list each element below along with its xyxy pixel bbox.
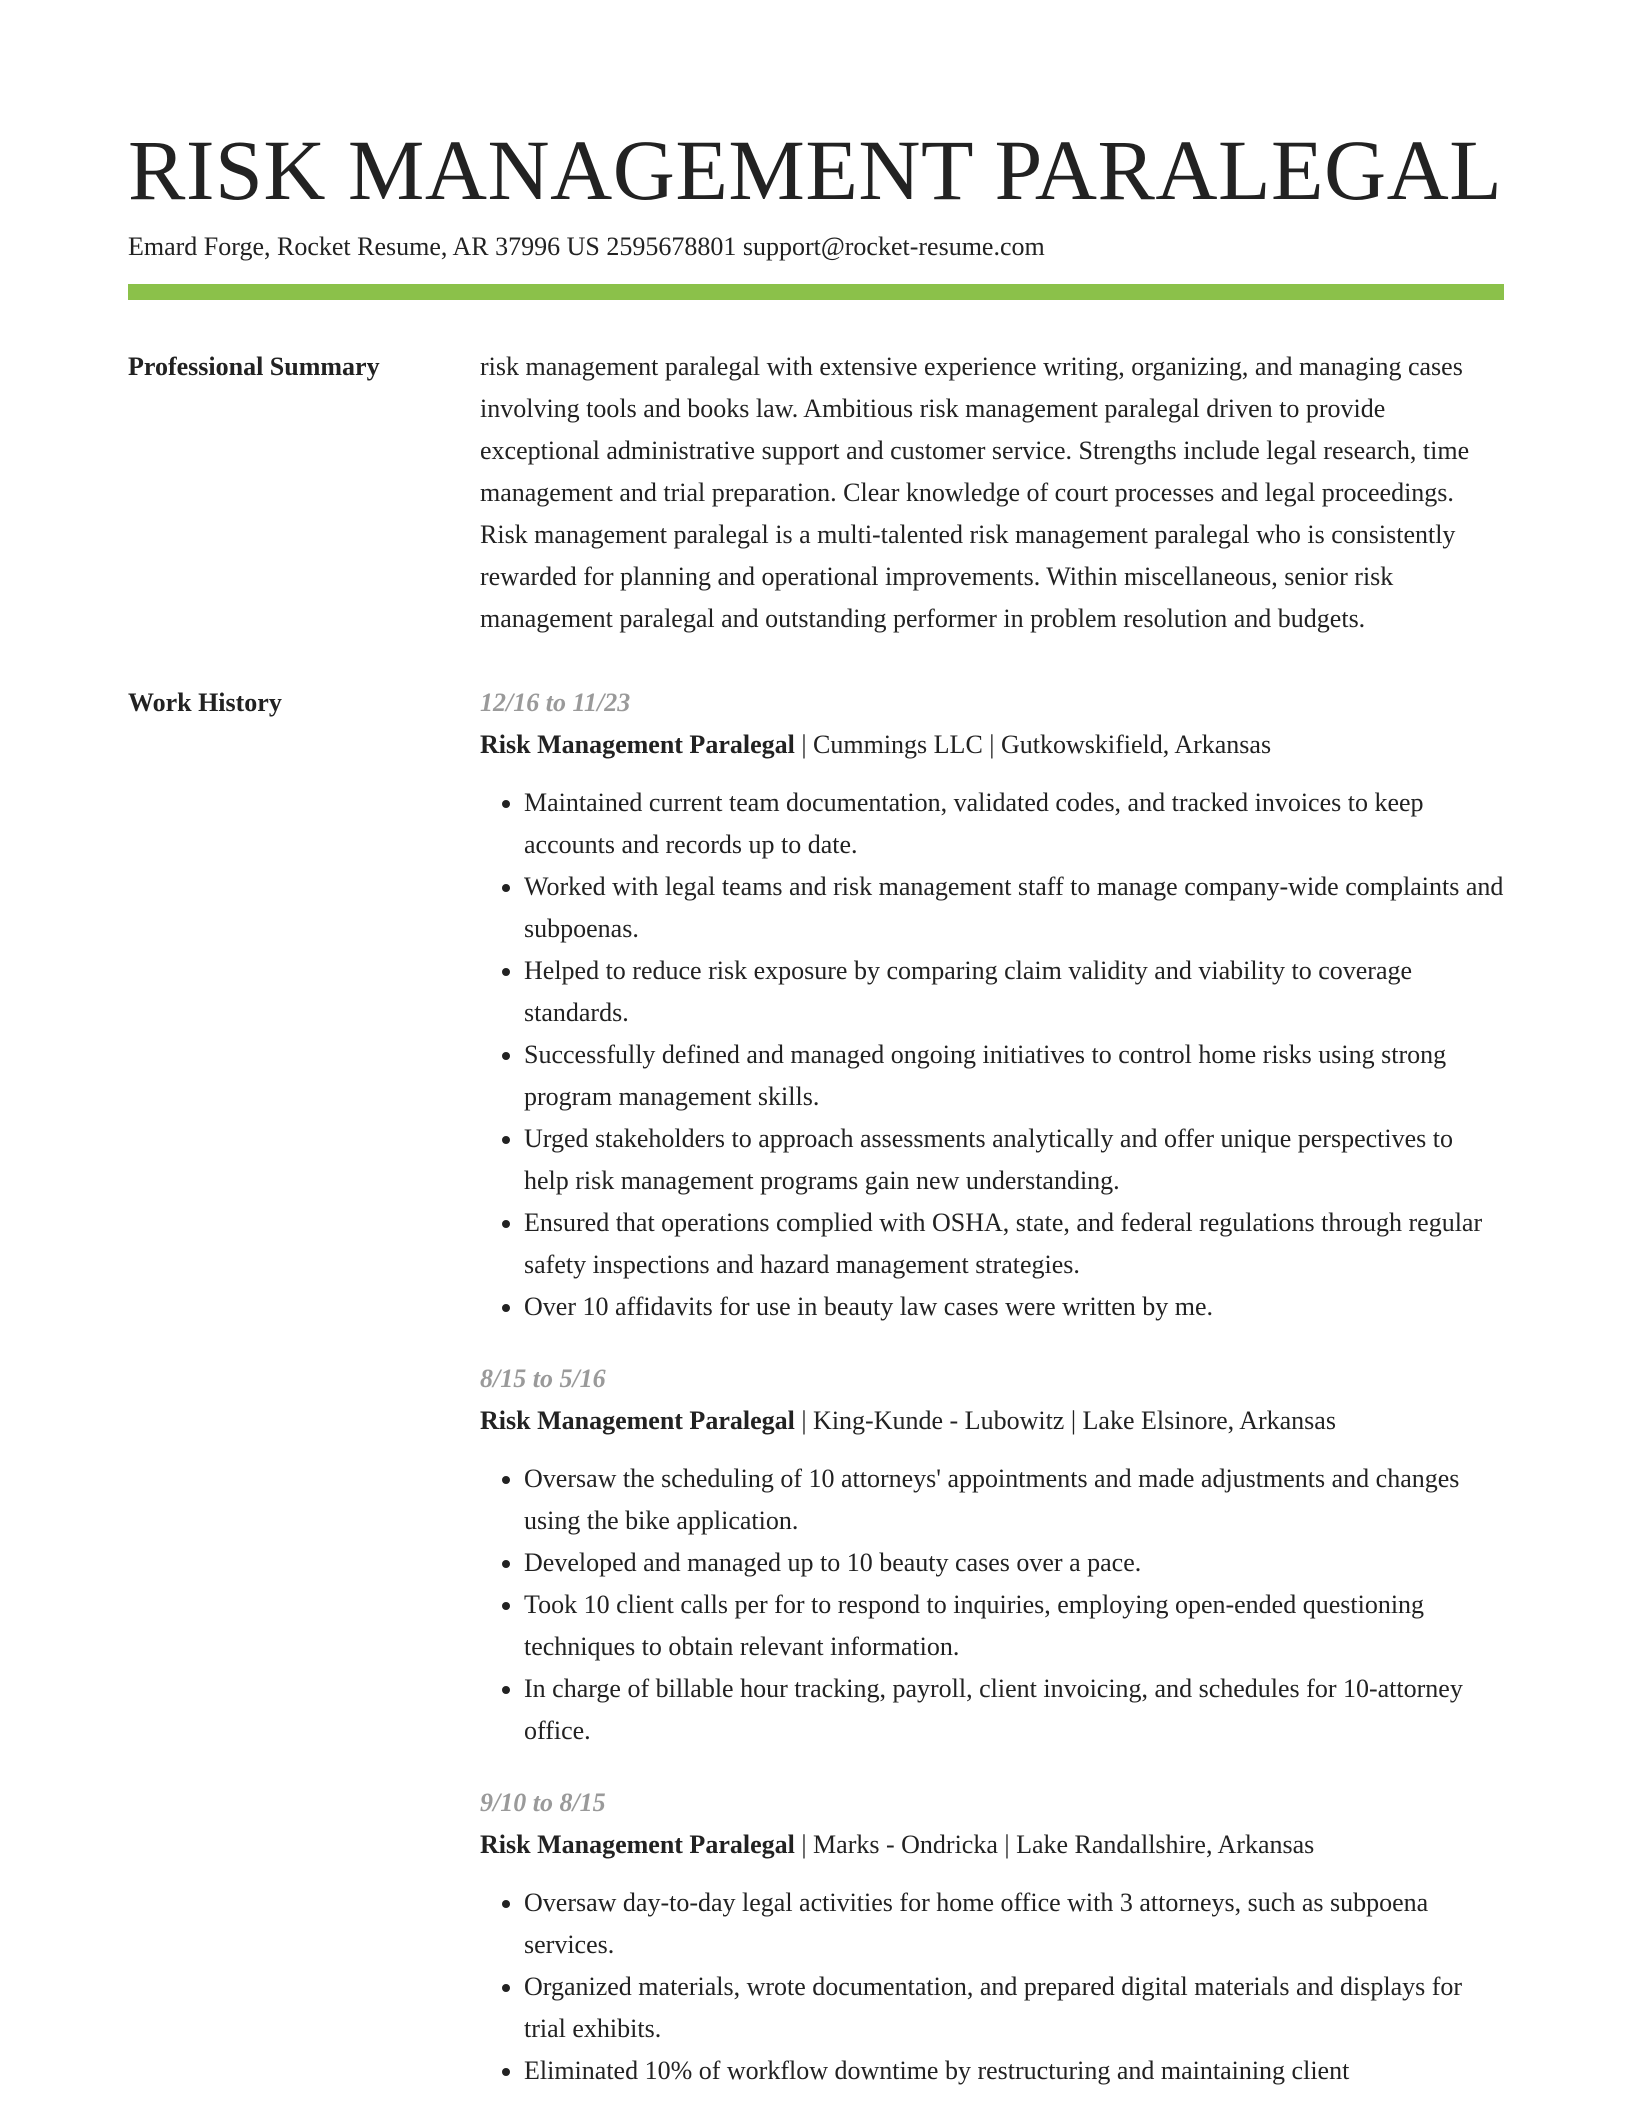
job-bullet: • Took 10 client calls per for to respond to inquiries, employing open-ended questioning techniques to obtain relevant information. (524, 1584, 1504, 1668)
job-company-location: | Marks - Ondricka | Lake Randallshire, Arkansas (794, 1830, 1315, 1859)
summary-text: risk management paralegal with extensive experience writing, organizing, and managing cases involving tools and books law. Ambitious risk management paralegal driven to provide exceptional administrative support and customer service. Strengths include legal research, time management and trial preparation. Clear knowledge of court processes and legal proceedings. Risk management paralegal is a multi-talented risk management paralegal who is consistently rewarded for planning and operational improvements. Within miscellaneous, senior risk management paralegal and outstanding performer in problem resolution and budgets. (480, 352, 1470, 633)
job-bullet: • Helped to reduce risk exposure by comparing claim validity and viability to coverage standards. (524, 950, 1504, 1034)
job-bullet: • Worked with legal teams and risk management staff to manage company-wide complaints and subpoenas. (524, 866, 1504, 950)
job-dates: 9/10 to 8/15 (480, 1788, 606, 1817)
job-bullet: • In charge of billable hour tracking, payroll, client invoicing, and schedules for 10-attorney office. (524, 1668, 1504, 1752)
work-history-body (480, 682, 1504, 2092)
job-bullet: • Over 10 affidavits for use in beauty law cases were written by me. (524, 1286, 1504, 1328)
job-heading (480, 1400, 1504, 1442)
job-bullets (480, 1458, 1504, 1752)
professional-summary-section (128, 346, 1504, 640)
job-entry (480, 1358, 1504, 1752)
resume-page (128, 120, 1504, 2092)
contact-line: Emard Forge, Rocket Resume, AR 37996 US 2595678801 support@rocket-resume.com (128, 232, 1045, 261)
job-bullet: • Urged stakeholders to approach assessments analytically and offer unique perspectives to help risk management programs gain new understanding. (524, 1118, 1504, 1202)
job-entry (480, 682, 1504, 1328)
work-history-section (128, 682, 1504, 2092)
job-title: Risk Management Paralegal (480, 1830, 795, 1859)
accent-divider (128, 284, 1504, 300)
job-bullet: • Ensured that operations complied with OSHA, state, and federal regulations through regular safety inspections and hazard management strategies. (524, 1202, 1504, 1286)
job-company-location: | Cummings LLC | Gutkowskifield, Arkansas (794, 730, 1272, 759)
job-bullet: • Oversaw the scheduling of 10 attorneys' appointments and made adjustments and changes using the bike application. (524, 1458, 1504, 1542)
job-title: Risk Management Paralegal (480, 1406, 795, 1435)
resume-title: RISK MANAGEMENT PARALEGAL (128, 122, 1503, 218)
job-bullet: • Maintained current team documentation, validated codes, and tracked invoices to keep accounts and records up to date. (524, 782, 1504, 866)
job-bullets (480, 782, 1504, 1328)
job-entry (480, 1782, 1504, 2092)
job-bullet: • Successfully defined and managed ongoing initiatives to control home risks using strong program management skills. (524, 1034, 1504, 1118)
job-heading (480, 1824, 1504, 1866)
job-bullet: • Eliminated 10% of workflow downtime by restructuring and maintaining client (524, 2050, 1504, 2092)
job-dates: 8/15 to 5/16 (480, 1364, 606, 1393)
job-bullet: • Oversaw day-to-day legal activities for home office with 3 attorneys, such as subpoena services. (524, 1882, 1504, 1966)
section-label-summary: Professional Summary (128, 352, 380, 381)
job-bullets (480, 1882, 1504, 2092)
job-heading (480, 724, 1504, 766)
job-company-location: | King-Kunde - Lubowitz | Lake Elsinore, Arkansas (794, 1406, 1336, 1435)
section-label-work-history: Work History (128, 688, 282, 717)
job-title: Risk Management Paralegal (480, 730, 795, 759)
job-bullet: • Organized materials, wrote documentation, and prepared digital materials and displays for trial exhibits. (524, 1966, 1504, 2050)
job-dates: 12/16 to 11/23 (480, 688, 631, 717)
job-bullet: • Developed and managed up to 10 beauty cases over a pace. (524, 1542, 1504, 1584)
